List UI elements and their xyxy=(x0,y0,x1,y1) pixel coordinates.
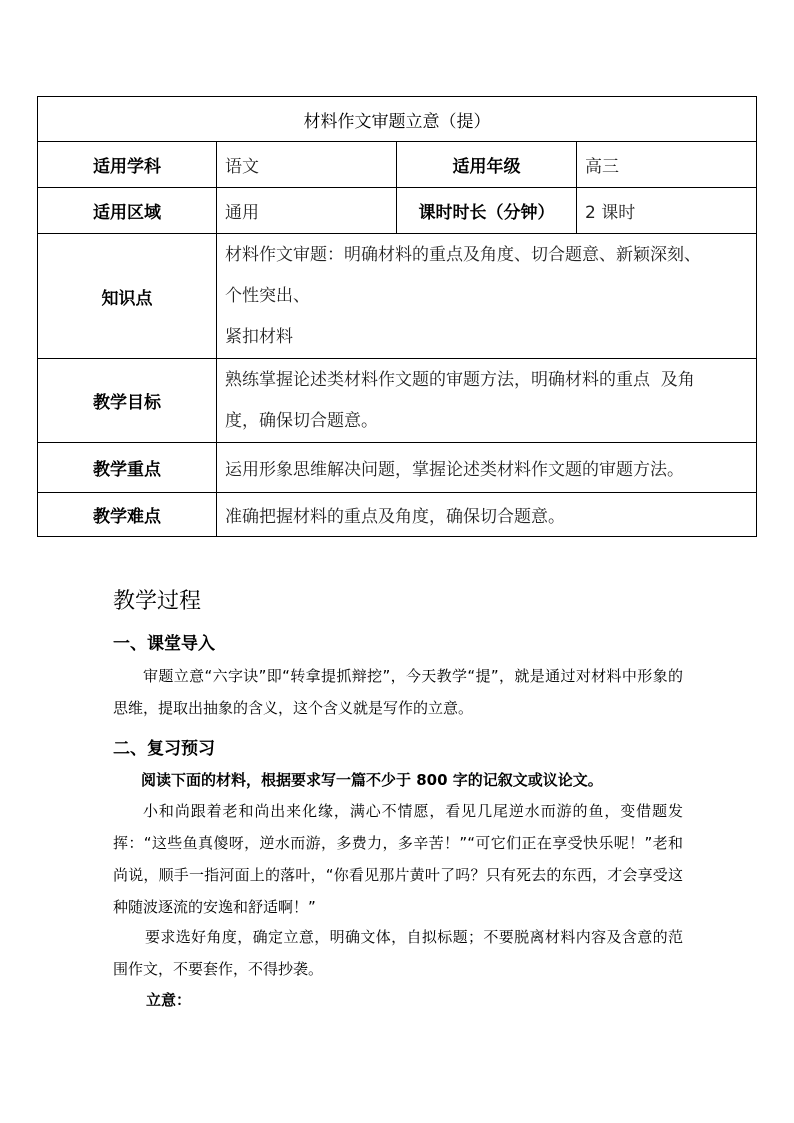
grade-value: 高三 xyxy=(577,142,757,188)
objective-label: 教学目标 xyxy=(38,359,217,443)
objective-line: 熟练掌握论述类材料作文题的审题方法，明确材料的重点 及角 xyxy=(225,369,695,390)
knowledge-value xyxy=(217,234,757,359)
subject-label: 适用学科 xyxy=(38,142,217,188)
region-label: 适用区域 xyxy=(38,188,217,234)
knowledge-line: 紧扣材料 xyxy=(225,326,293,347)
task-instruction: 阅读下面的材料，根据要求写一篇不少于 800 字的记叙文或议论文。 xyxy=(141,771,603,789)
table-row xyxy=(38,234,757,359)
subject-value: 语文 xyxy=(217,142,397,188)
section2-heading: 二、复习预习 xyxy=(113,739,215,759)
table-row xyxy=(38,359,757,443)
difficulty-label: 教学难点 xyxy=(38,493,217,537)
section1-heading: 一、课堂导入 xyxy=(113,634,215,654)
region-value: 通用 xyxy=(217,188,397,234)
section1-paragraph: 审题立意“六字诀”即“转拿提抓辩挖”，今天教学“提”，就是通过对材料中形象的思维，提取出抽象的含义，这个含义就是写作的立意。 xyxy=(113,667,683,717)
duration-label: 课时时长（分钟） xyxy=(397,188,577,234)
table-row xyxy=(38,443,757,493)
table-title: 材料作文审题立意（提） xyxy=(38,97,757,142)
requirements-paragraph: 要求选好角度，确定立意，明确文体，自拟标题；不要脱离材料内容及含意的范围作文，不要套作，不得抄袭。 xyxy=(113,928,683,978)
objective-value xyxy=(217,359,757,443)
grade-label: 适用年级 xyxy=(397,142,577,188)
duration-value: 2 课时 xyxy=(577,188,757,234)
table-title-row xyxy=(38,97,757,142)
table-row xyxy=(38,142,757,188)
key-point-label: 教学重点 xyxy=(38,443,217,493)
difficulty-value: 准确把握材料的重点及角度，确保切合题意。 xyxy=(217,493,757,537)
key-point-value: 运用形象思维解决问题，掌握论述类材料作文题的审题方法。 xyxy=(217,443,757,493)
objective-line: 度，确保切合题意。 xyxy=(225,410,378,431)
table-row xyxy=(38,493,757,537)
knowledge-line: 材料作文审题：明确材料的重点及角度、切合题意、新颖深刻、 xyxy=(225,244,701,265)
process-title: 教学过程 xyxy=(113,589,202,614)
story-paragraph: 小和尚跟着老和尚出来化缘，满心不情愿，看见几尾逆水而游的鱼，变借题发挥：“这些鱼真傻呀，逆水而游，多费力，多辛苦！”“可它们正在享受快乐呢！”老和尚说，顺手一指河面上的落叶，“你看见那片黄叶了吗？只有死去的东西，才会享受这种随波逐流的安逸和舒适啊！” xyxy=(113,802,683,916)
table-row xyxy=(38,188,757,234)
idea-label: 立意： xyxy=(146,991,192,1009)
knowledge-label: 知识点 xyxy=(38,234,217,359)
lesson-info-table xyxy=(37,96,757,537)
knowledge-line: 个性突出、 xyxy=(225,285,310,306)
